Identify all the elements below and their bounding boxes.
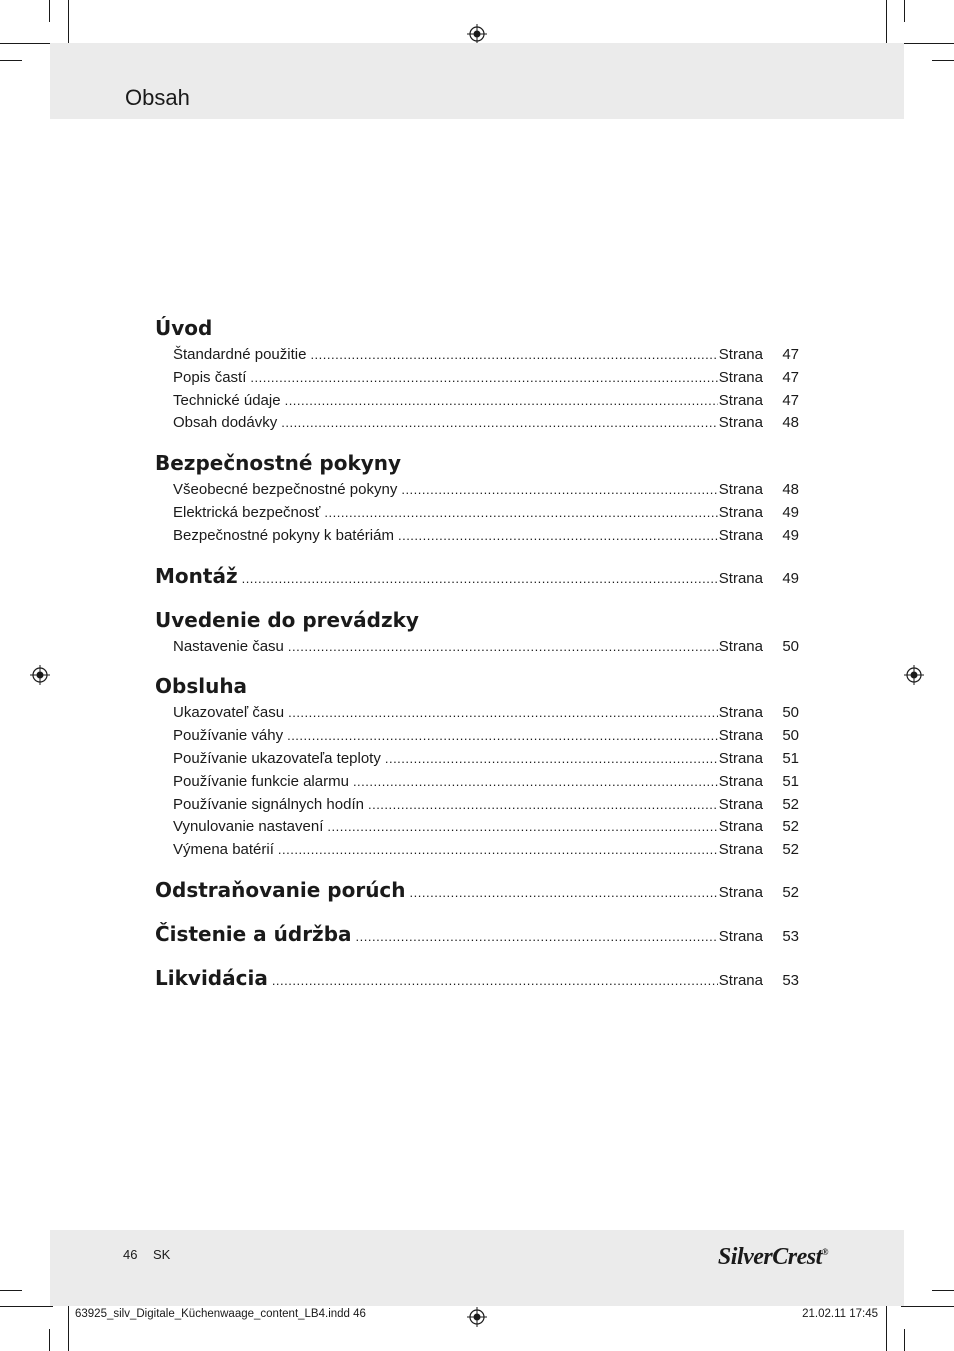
crop-mark (901, 43, 954, 44)
page-ref: 52 (782, 841, 799, 859)
section-title: Úvod (155, 316, 213, 340)
toc-section-heading[interactable] (155, 564, 799, 594)
entry-label: Popis častí (173, 368, 247, 386)
page-word: Strana (718, 503, 763, 521)
page-ref: 49 (782, 526, 799, 544)
page-word: Strana (718, 569, 763, 587)
crop-mark (0, 1306, 53, 1307)
toc-entry[interactable] (155, 750, 799, 773)
page-ref: 53 (782, 971, 799, 989)
dot-leader (250, 370, 717, 385)
toc-section (155, 922, 799, 952)
page-word: Strana (718, 841, 763, 859)
page-ref: 52 (782, 883, 799, 901)
section-title: Bezpečnostné pokyny (155, 451, 402, 476)
dot-leader (288, 705, 718, 720)
toc-entry[interactable] (155, 369, 799, 392)
crop-mark (886, 1303, 887, 1351)
page-word: Strana (718, 481, 763, 499)
dot-leader (287, 728, 718, 743)
toc-entry[interactable] (155, 638, 799, 661)
page-word: Strana (718, 795, 763, 813)
toc-entry[interactable] (155, 796, 799, 819)
dot-leader (327, 819, 717, 834)
toc-entry[interactable] (155, 818, 799, 841)
page-ref: 52 (782, 795, 799, 813)
page-ref: 48 (782, 414, 799, 432)
section-title: Čistenie a údržba (155, 921, 352, 946)
crop-mark (0, 43, 53, 44)
toc-section (155, 878, 799, 908)
crop-mark (68, 0, 69, 48)
crop-mark (0, 1290, 22, 1291)
page-word: Strana (718, 971, 763, 989)
dot-leader (278, 842, 718, 857)
section-title: Likvidácia (155, 965, 268, 990)
page-title: Obsah (125, 85, 190, 110)
registration-mark-icon (467, 24, 487, 44)
crop-mark (904, 0, 905, 22)
entry-label: Používanie váhy (173, 727, 284, 745)
entry-label: Technické údaje (173, 391, 281, 409)
section-title: Montáž (155, 563, 238, 588)
crop-mark (904, 1329, 905, 1351)
registration-mark-icon (467, 1307, 487, 1327)
entry-label: Používanie signálnych hodín (173, 795, 364, 813)
toc-entry[interactable] (155, 727, 799, 750)
toc-entry[interactable] (155, 704, 799, 727)
page-word: Strana (718, 927, 763, 945)
entry-label: Používanie funkcie alarmu (173, 772, 349, 790)
entry-label: Bezpečnostné pokyny k batériám (173, 526, 394, 544)
toc-entry[interactable] (155, 504, 799, 527)
dot-leader (410, 885, 718, 900)
crop-mark (49, 1329, 50, 1351)
crop-mark (932, 1290, 954, 1291)
crop-mark (49, 0, 50, 22)
page-word: Strana (718, 346, 763, 363)
dot-leader (398, 528, 718, 543)
section-title: Odstraňovanie porúch (155, 877, 406, 902)
toc-entry[interactable] (155, 773, 799, 796)
toc-section (155, 451, 799, 549)
dot-leader (368, 797, 718, 812)
dot-leader (281, 415, 718, 430)
page-ref: 51 (782, 772, 799, 790)
page-ref: 49 (782, 503, 799, 521)
entry-label: Používanie ukazovateľa teploty (173, 749, 381, 767)
toc-entry[interactable] (155, 527, 799, 550)
toc-entry[interactable] (155, 392, 799, 415)
page-number: 46 (123, 1247, 138, 1262)
toc-entry[interactable] (155, 346, 799, 369)
table-of-contents (155, 316, 799, 1010)
entry-label: Vynulovanie nastavení (173, 818, 324, 836)
slug-date: 21.02.11 17:45 (802, 1308, 878, 1320)
dot-leader (288, 639, 718, 654)
entry-label: Štandardné použitie (173, 346, 307, 363)
toc-section (155, 966, 799, 996)
dot-leader (385, 751, 718, 766)
toc-entry[interactable] (155, 414, 799, 437)
entry-label: Ukazovateľ času (173, 704, 285, 722)
toc-section-heading[interactable] (155, 316, 799, 346)
section-title: Obsluha (155, 674, 248, 699)
page-word: Strana (718, 368, 763, 386)
slug-filename: 63925_silv_Digitale_Küchenwaage_content_LB4.indd 46 (75, 1308, 366, 1320)
registration-mark-icon (904, 665, 924, 685)
brand-name: SilverCrest (717, 1244, 822, 1270)
dot-leader (401, 482, 717, 497)
page-ref: 47 (782, 368, 799, 386)
page-ref: 50 (782, 704, 799, 722)
page-ref: 53 (782, 927, 799, 945)
page-word: Strana (718, 818, 763, 836)
toc-section (155, 674, 799, 864)
dot-leader (272, 973, 718, 988)
page-word: Strana (718, 414, 763, 432)
page-word: Strana (718, 772, 763, 790)
toc-section-heading[interactable] (155, 878, 799, 908)
entry-label: Výmena batérií (173, 841, 274, 859)
language-code: SK (153, 1247, 171, 1262)
page-ref: 50 (782, 727, 799, 745)
dot-leader (324, 505, 717, 520)
dot-leader (285, 393, 718, 408)
registration-mark-icon (30, 665, 50, 685)
dot-leader (242, 571, 718, 586)
page-ref: 48 (782, 481, 799, 499)
crop-mark (0, 60, 22, 61)
header-band (50, 43, 904, 119)
page-word: Strana (718, 883, 763, 901)
page-word: Strana (718, 637, 763, 655)
toc-section-heading[interactable] (155, 451, 799, 481)
brand-logo (718, 1244, 828, 1271)
toc-section (155, 608, 799, 661)
entry-label: Nastavenie času (173, 637, 284, 655)
toc-section-heading[interactable] (155, 922, 799, 952)
crop-mark (932, 60, 954, 61)
toc-entry[interactable] (155, 481, 799, 504)
section-title: Uvedenie do prevádzky (155, 607, 419, 632)
page-word: Strana (718, 749, 763, 767)
brand-mark: ® (821, 1247, 828, 1257)
entry-label: Elektrická bezpečnosť (173, 503, 321, 521)
footer-band (50, 1230, 904, 1306)
toc-section-heading[interactable] (155, 608, 799, 638)
toc-section-heading[interactable] (155, 966, 799, 996)
toc-section (155, 564, 799, 594)
page-word: Strana (718, 727, 763, 745)
page-word: Strana (718, 391, 763, 409)
toc-entry[interactable] (155, 841, 799, 864)
entry-label: Všeobecné bezpečnostné pokyny (173, 481, 398, 499)
crop-mark (68, 1303, 69, 1351)
dot-leader (310, 347, 717, 362)
page-ref: 47 (782, 391, 799, 409)
dot-leader (353, 774, 718, 789)
page-ref: 51 (782, 749, 799, 767)
page-ref: 49 (782, 569, 799, 587)
page-ref: 52 (782, 818, 799, 836)
page-ref: 50 (782, 637, 799, 655)
page-word: Strana (718, 704, 763, 722)
toc-section (155, 316, 799, 437)
dot-leader (356, 929, 718, 944)
toc-section-heading[interactable] (155, 674, 799, 704)
entry-label: Obsah dodávky (173, 414, 278, 432)
page-word: Strana (718, 526, 763, 544)
crop-mark (886, 0, 887, 48)
crop-mark (901, 1306, 954, 1307)
page-ref: 47 (782, 346, 799, 363)
